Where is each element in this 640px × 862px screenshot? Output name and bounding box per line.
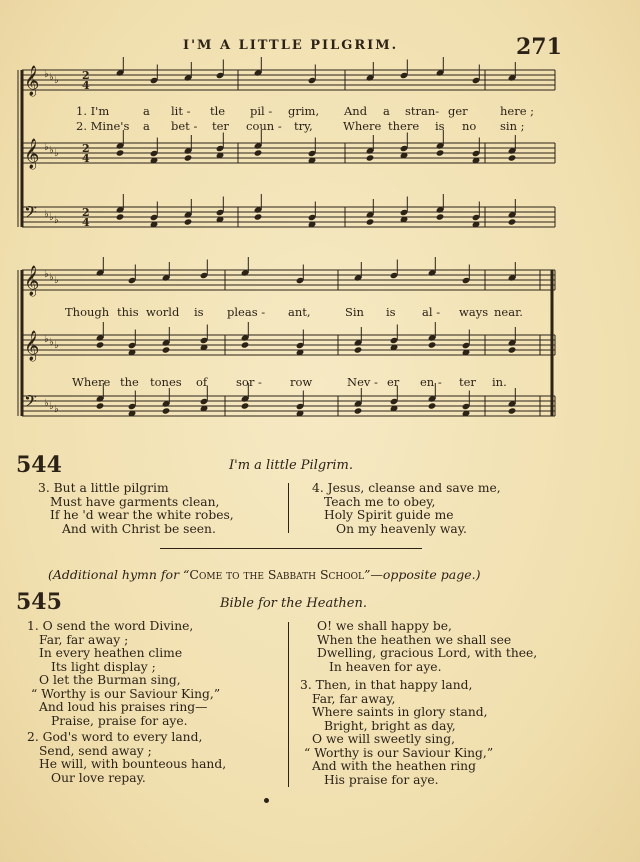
flat-sign: ♭ (49, 337, 54, 348)
verse-line: Praise, praise for aye. (51, 713, 188, 728)
lyric-word: pleas - (227, 305, 266, 319)
lyric-s2-l2 (420, 375, 442, 389)
lyric-word: in. (492, 375, 507, 389)
verse-line: “ Worthy is our Saviour King,” (31, 686, 221, 701)
note-head (428, 341, 437, 348)
lyric-s1-l2 (500, 119, 525, 133)
lyric-s1-l2 (294, 119, 313, 133)
page-number: 271 (516, 34, 562, 60)
flat-sign: ♭ (49, 145, 54, 156)
verse-line: In every heathen clime (39, 646, 183, 660)
lyric-s1-l2 (388, 119, 419, 133)
lyric-s2-l2 (196, 375, 207, 389)
hymn545-verse-2 (27, 731, 226, 785)
note-head (116, 213, 125, 220)
column-divider (288, 483, 289, 533)
lyric-word: coun - (246, 119, 282, 133)
flat-sign: ♭ (54, 275, 59, 286)
verse-line: Where saints in glory stand, (312, 705, 488, 719)
lyric-word: pil - (250, 104, 273, 118)
verse-line: Holy Spirit guide me (324, 508, 454, 522)
note-head (241, 341, 250, 348)
verse-line: “ Worthy is our Saviour King,” (304, 745, 494, 760)
note-head (508, 407, 517, 414)
verse-line: And with the heathen ring (312, 759, 476, 773)
verse-line: Our love repay. (51, 770, 146, 785)
note-reference: Come to the Sabbath School (189, 567, 365, 582)
lyric-word: try, (294, 119, 313, 133)
note-head (241, 402, 250, 409)
lyric-s2-l1 (494, 305, 523, 319)
lyric-word: row (290, 375, 313, 389)
lyric-word: And (344, 104, 368, 118)
note-head (116, 149, 125, 156)
time-signature: 2 (82, 69, 90, 82)
flat-sign: ♭ (44, 334, 49, 345)
section-divider (160, 548, 422, 549)
lyric-word: Sin (345, 305, 364, 319)
note-head (366, 154, 375, 161)
note-head (162, 346, 171, 353)
lyric-s2-l1 (422, 305, 440, 319)
lyric-word: 2. Mine's (76, 119, 130, 133)
verse-line: 4. Jesus, cleanse and save me, (312, 481, 501, 495)
lyric-s1-l1 (250, 104, 272, 118)
note-head (508, 346, 517, 353)
column-divider (288, 622, 289, 787)
flat-sign: ♭ (54, 75, 59, 86)
note-head (354, 346, 363, 353)
verse-line: 3. But a little pilgrim (38, 481, 169, 495)
verse-line: 3. Then, in that happy land, (300, 678, 473, 692)
lyric-s1-l1 (76, 104, 109, 118)
verse-line: His praise for aye. (324, 772, 439, 787)
lyric-word: Where (72, 375, 111, 389)
treble-clef: 𝄞 (24, 66, 40, 96)
lyric-word: al - (422, 305, 441, 319)
verse-line: He will, with bounteous hand, (39, 757, 227, 771)
note-head (436, 149, 445, 156)
lyric-s1-l2 (212, 119, 229, 133)
verse-line: When the heathen we shall see (317, 632, 512, 647)
time-signature: 4 (82, 216, 90, 229)
page-title: I'M A LITTLE PILGRIM. (183, 38, 399, 53)
note-head (162, 407, 171, 414)
lyric-s2-l1 (345, 305, 364, 319)
lyric-word: stran- (405, 104, 440, 118)
lyric-s1-l1 (143, 104, 150, 118)
flat-sign: ♭ (54, 340, 59, 351)
treble-clef: 𝄞 (24, 331, 40, 361)
bass-clef: 𝄢 (24, 202, 37, 226)
verse-line: Dwelling, gracious Lord, with thee, (317, 646, 538, 660)
hymn544-verse-3 (38, 482, 234, 536)
lyric-s1-l1 (405, 104, 439, 118)
lyric-word: ger (448, 104, 468, 118)
lyric-word: here ; (500, 104, 535, 118)
note-head (96, 341, 105, 348)
lyric-s1-l2 (143, 119, 150, 133)
lyric-s2-l1 (65, 305, 109, 319)
lyric-s2-l1 (146, 305, 179, 319)
note-head (508, 154, 517, 161)
lyric-s1-l1 (288, 104, 319, 118)
lyric-s1-l1 (344, 104, 367, 118)
lyric-word: of (196, 375, 208, 389)
lyric-word: sor - (236, 375, 262, 389)
flat-sign: ♭ (54, 148, 59, 159)
verse-line: Far, far away ; (39, 632, 129, 647)
time-signature: 4 (82, 79, 90, 92)
lyric-word: is (386, 305, 396, 319)
flat-sign: ♭ (44, 209, 49, 220)
flat-sign: ♭ (44, 398, 49, 409)
lyric-word: no (462, 119, 477, 133)
note-head (508, 218, 517, 225)
lyric-s1-l1 (500, 104, 534, 118)
lyric-word: near. (494, 305, 523, 319)
lyric-word: Where (343, 119, 382, 133)
lyric-s2-l2 (236, 375, 262, 389)
note-suffix: ”—opposite page.) (364, 567, 481, 582)
lyric-s2-l1 (288, 305, 311, 319)
lyric-word: Nev - (347, 375, 378, 389)
lyric-word: ter (459, 375, 476, 389)
time-signature: 2 (82, 142, 90, 155)
lyric-word: this (117, 305, 139, 319)
treble-clef: 𝄞 (24, 139, 40, 169)
flat-sign: ♭ (44, 142, 49, 153)
lyric-s2-l2 (150, 375, 182, 389)
flat-sign: ♭ (49, 212, 54, 223)
flat-sign: ♭ (54, 215, 59, 226)
note-head (184, 154, 193, 161)
note-head (254, 213, 263, 220)
verse-line: If he 'd wear the white robes, (50, 508, 234, 522)
verse-line: O we will sweetly sing, (312, 732, 455, 746)
lyric-word: tones (150, 375, 182, 389)
note-head (184, 218, 193, 225)
lyric-s1-l2 (246, 119, 282, 133)
lyric-s1-l1 (171, 104, 191, 118)
hymn545-verse-3 (300, 679, 493, 787)
lyric-word: bet - (171, 119, 198, 133)
hymn544-verse-4 (312, 482, 501, 536)
bass-clef: 𝄢 (24, 391, 37, 415)
lyric-word: is (435, 119, 445, 133)
lyric-word: ant, (288, 305, 311, 319)
lyric-word: grim, (288, 104, 320, 118)
note-head (96, 402, 105, 409)
note-head (428, 402, 437, 409)
verse-line: O! we shall happy be, (317, 619, 452, 633)
verse-line: On my heavenly way. (336, 521, 467, 536)
time-signature: 2 (82, 206, 90, 219)
lyric-s2-l2 (347, 375, 378, 389)
flat-sign: ♭ (49, 272, 54, 283)
verse-line: Bright, bright as day, (324, 718, 456, 733)
lyric-word: ter (212, 119, 229, 133)
additional-hymn-note (48, 567, 480, 582)
lyric-word: the (120, 375, 139, 389)
lyric-word: a (143, 104, 150, 118)
lyric-word: 1. I'm (76, 104, 110, 118)
note-head (366, 218, 375, 225)
flat-sign: ♭ (54, 404, 59, 415)
lyric-s1-l2 (343, 119, 381, 133)
flat-sign: ♭ (49, 401, 54, 412)
lyric-word: en - (420, 375, 442, 389)
flat-sign: ♭ (44, 269, 49, 280)
lyric-s1-l2 (76, 119, 129, 133)
treble-clef: 𝄞 (24, 266, 40, 296)
verse-line: Send, send away ; (39, 743, 152, 758)
lyric-word: ways (459, 305, 489, 319)
verse-line: 1. O send the word Divine, (27, 619, 194, 633)
lyric-word: a (383, 104, 390, 118)
lyric-s1-l1 (210, 104, 225, 118)
verse-line: Far, far away, (312, 691, 396, 706)
verse-line: 2. God's word to every land, (27, 730, 203, 744)
verse-line: Teach me to obey, (324, 494, 436, 509)
verse-line: O let the Burman sing, (39, 673, 181, 687)
lyric-s1-l2 (435, 119, 445, 133)
lyric-s2-l2 (120, 375, 139, 389)
hymn-number: 544 (16, 452, 62, 478)
lyric-s2-l1 (386, 305, 396, 319)
lyric-s2-l2 (387, 375, 399, 389)
note-head (254, 149, 263, 156)
note-head (436, 213, 445, 220)
lyric-s2-l2 (290, 375, 312, 389)
verse-line: In heaven for aye. (329, 659, 442, 674)
verse-line: And loud his praises ring— (39, 700, 208, 714)
lyric-s2-l1 (227, 305, 265, 319)
lyric-word: er (387, 375, 400, 389)
lyric-word: is (194, 305, 204, 319)
lyric-s2-l1 (459, 305, 488, 319)
lyric-word: sin ; (500, 119, 525, 133)
hymn-title: Bible for the Heathen. (220, 596, 367, 611)
lyric-word: there (388, 119, 420, 133)
hymn-title: I'm a little Pilgrim. (229, 458, 354, 473)
lyric-word: tle (210, 104, 226, 118)
lyric-s2-l2 (492, 375, 507, 389)
verse-line: And with Christ be seen. (62, 521, 216, 536)
lyric-s2-l2 (72, 375, 110, 389)
hymn545-verse-2-continued (305, 620, 537, 674)
flat-sign: ♭ (49, 72, 54, 83)
lyric-s1-l2 (171, 119, 197, 133)
lyric-s2-l1 (117, 305, 139, 319)
lyric-s2-l2 (459, 375, 476, 389)
hymn545-verse-1 (27, 620, 220, 728)
lyric-word: lit - (171, 104, 191, 118)
lyric-s1-l2 (462, 119, 476, 133)
verse-line: Its light display ; (51, 659, 156, 674)
lyric-word: world (146, 305, 180, 319)
hymn-number: 545 (16, 589, 62, 615)
lyric-s1-l1 (383, 104, 390, 118)
lyric-word: Though (65, 305, 110, 319)
lyric-s2-l1 (194, 305, 204, 319)
time-signature: 4 (82, 152, 90, 165)
verse-line: Must have garments clean, (50, 494, 220, 509)
note-head (354, 407, 363, 414)
lyric-s1-l1 (448, 104, 468, 118)
note-prefix: (Additional hymn for “ (48, 567, 190, 582)
flat-sign: ♭ (44, 69, 49, 80)
page-ornament (264, 798, 269, 803)
lyric-word: a (143, 119, 150, 133)
